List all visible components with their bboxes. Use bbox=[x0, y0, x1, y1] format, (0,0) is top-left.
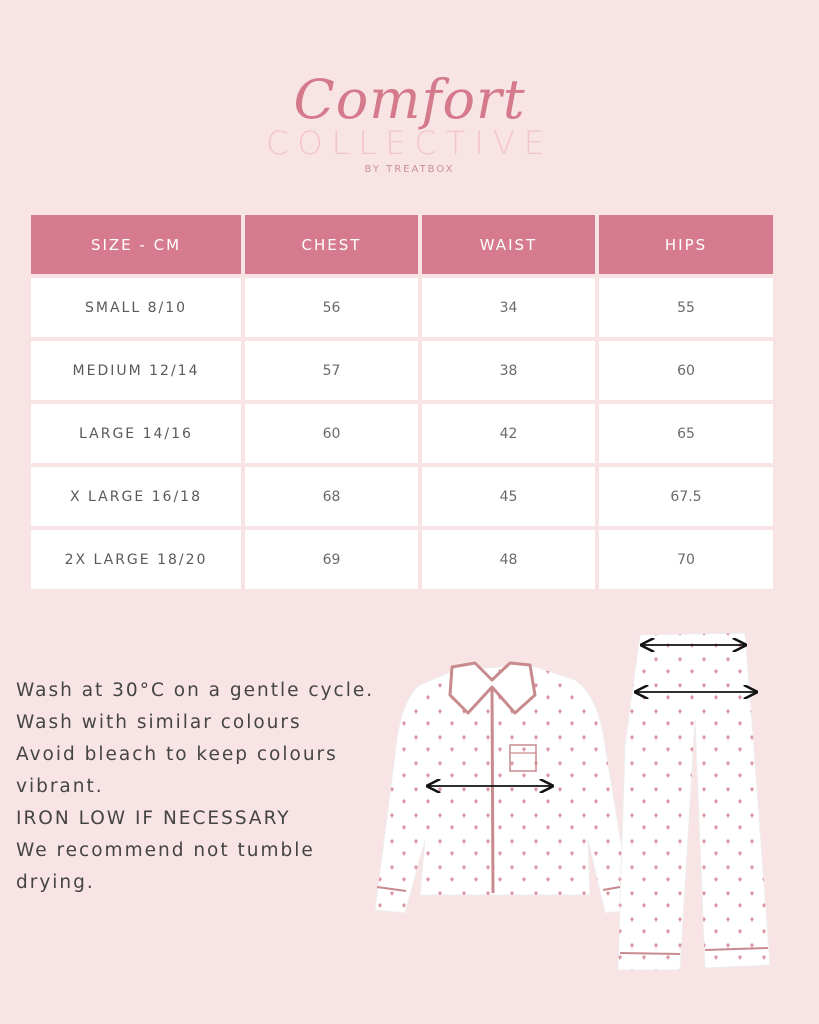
logo-collective-text: COLLECTIVE bbox=[266, 124, 553, 162]
care-line: Wash with similar colours bbox=[16, 712, 302, 733]
hips-cell: 67.5 bbox=[599, 467, 773, 526]
table-row bbox=[31, 467, 775, 526]
hips-cell: 65 bbox=[599, 404, 773, 463]
hips-cell: 70 bbox=[599, 530, 773, 589]
chest-cell: 69 bbox=[245, 530, 418, 589]
care-line: We recommend not tumble bbox=[16, 840, 315, 861]
waist-cell: 48 bbox=[422, 530, 595, 589]
care-line: vibrant. bbox=[16, 776, 104, 797]
pajama-shirt-icon bbox=[375, 663, 632, 913]
size-cell: LARGE 14/16 bbox=[31, 404, 241, 463]
logo-script-text: Comfort bbox=[293, 68, 526, 131]
header-waist: WAIST bbox=[422, 215, 595, 274]
care-line: Wash at 30°C on a gentle cycle. bbox=[16, 680, 375, 701]
brand-logo bbox=[0, 70, 819, 175]
care-line: drying. bbox=[16, 872, 95, 893]
waist-cell: 34 bbox=[422, 278, 595, 337]
size-table bbox=[31, 215, 775, 589]
waist-cell: 45 bbox=[422, 467, 595, 526]
header-size: SIZE - CM bbox=[31, 215, 241, 274]
table-header-row bbox=[31, 215, 775, 274]
header-hips: HIPS bbox=[599, 215, 773, 274]
waist-cell: 38 bbox=[422, 341, 595, 400]
size-cell: MEDIUM 12/14 bbox=[31, 341, 241, 400]
hips-cell: 55 bbox=[599, 278, 773, 337]
care-line: Avoid bleach to keep colours bbox=[16, 744, 338, 765]
chest-cell: 57 bbox=[245, 341, 418, 400]
care-line: IRON LOW IF NECESSARY bbox=[16, 808, 291, 829]
logo-byline: BY TREATBOX bbox=[364, 164, 455, 175]
table-row bbox=[31, 530, 775, 589]
chest-cell: 56 bbox=[245, 278, 418, 337]
table-row bbox=[31, 278, 775, 337]
care-instructions bbox=[16, 675, 396, 899]
chest-cell: 60 bbox=[245, 404, 418, 463]
header-chest: CHEST bbox=[245, 215, 418, 274]
pajama-illustration bbox=[360, 625, 780, 985]
size-cell: SMALL 8/10 bbox=[31, 278, 241, 337]
table-row bbox=[31, 341, 775, 400]
chest-cell: 68 bbox=[245, 467, 418, 526]
hips-cell: 60 bbox=[599, 341, 773, 400]
waist-cell: 42 bbox=[422, 404, 595, 463]
pajama-pants-icon bbox=[618, 633, 770, 970]
table-row bbox=[31, 404, 775, 463]
size-cell: 2X LARGE 18/20 bbox=[31, 530, 241, 589]
size-cell: X LARGE 16/18 bbox=[31, 467, 241, 526]
